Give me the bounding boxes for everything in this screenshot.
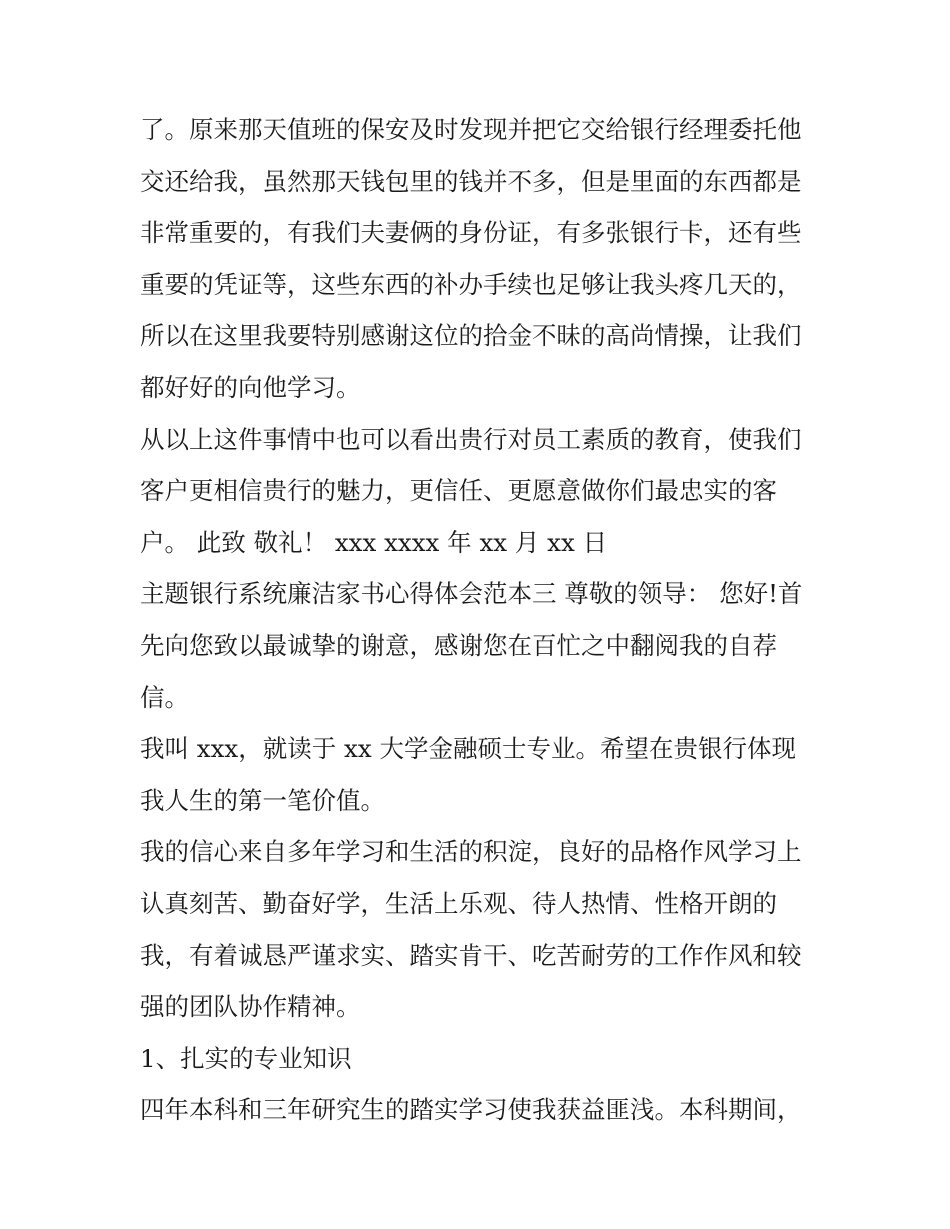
text-line: 从以上这件事情中也可以看出贵行对员工素质的教育，使我们 bbox=[140, 424, 802, 454]
text-line: 客户更相信贵行的魅力，更信任、更愿意做你们最忠实的客 bbox=[140, 476, 777, 506]
text-line: 了。原来那天值班的保安及时发现并把它交给银行经理委托他 bbox=[140, 115, 802, 144]
signature-line: 户。 此致 敬礼！ xxx xxxx 年 xx 月 xx 日 bbox=[140, 527, 608, 557]
text-line: 信。 bbox=[140, 682, 189, 712]
text-line: 四年本科和三年研究生的踏实学习使我获益匪浅。本科期间， bbox=[140, 1095, 802, 1125]
text-line: 我的信心来自多年学习和生活的积淀，良好的品格作风学习上 bbox=[140, 837, 802, 867]
text-line: 主题银行系统廉洁家书心得体会范本三 尊敬的领导： 您好!首 bbox=[140, 579, 803, 609]
text-line: 重要的凭证等，这些东西的补办手续也足够让我头疼几天的， bbox=[140, 269, 802, 299]
text-line: 非常重要的，有我们夫妻俩的身份证，有多张银行卡，还有些 bbox=[140, 218, 802, 248]
document-body bbox=[140, 104, 820, 1136]
section-heading: 1、扎实的专业知识 bbox=[140, 1043, 352, 1073]
text-line: 所以在这里我要特别感谢这位的拾金不昧的高尚情操，让我们 bbox=[140, 321, 802, 351]
text-line: 都好好的向他学习。 bbox=[140, 372, 361, 402]
text-line: 我叫 xxx，就读于 xx 大学金融硕士专业。希望在贵银行体现 bbox=[140, 734, 796, 764]
text-line: 先向您致以最诚挚的谢意，感谢您在百忙之中翻阅我的自荐 bbox=[140, 630, 777, 660]
text-line: 我人生的第一笔价值。 bbox=[140, 785, 385, 815]
text-line: 交还给我，虽然那天钱包里的钱并不多，但是里面的东西都是 bbox=[140, 166, 802, 196]
text-line: 强的团队协作精神。 bbox=[140, 992, 361, 1022]
text-line: 认真刻苦、勤奋好学，生活上乐观、待人热情、性格开朗的 bbox=[140, 888, 777, 918]
text-line: 我，有着诚恳严谨求实、踏实肯干、吃苦耐劳的工作作风和较 bbox=[140, 940, 802, 970]
